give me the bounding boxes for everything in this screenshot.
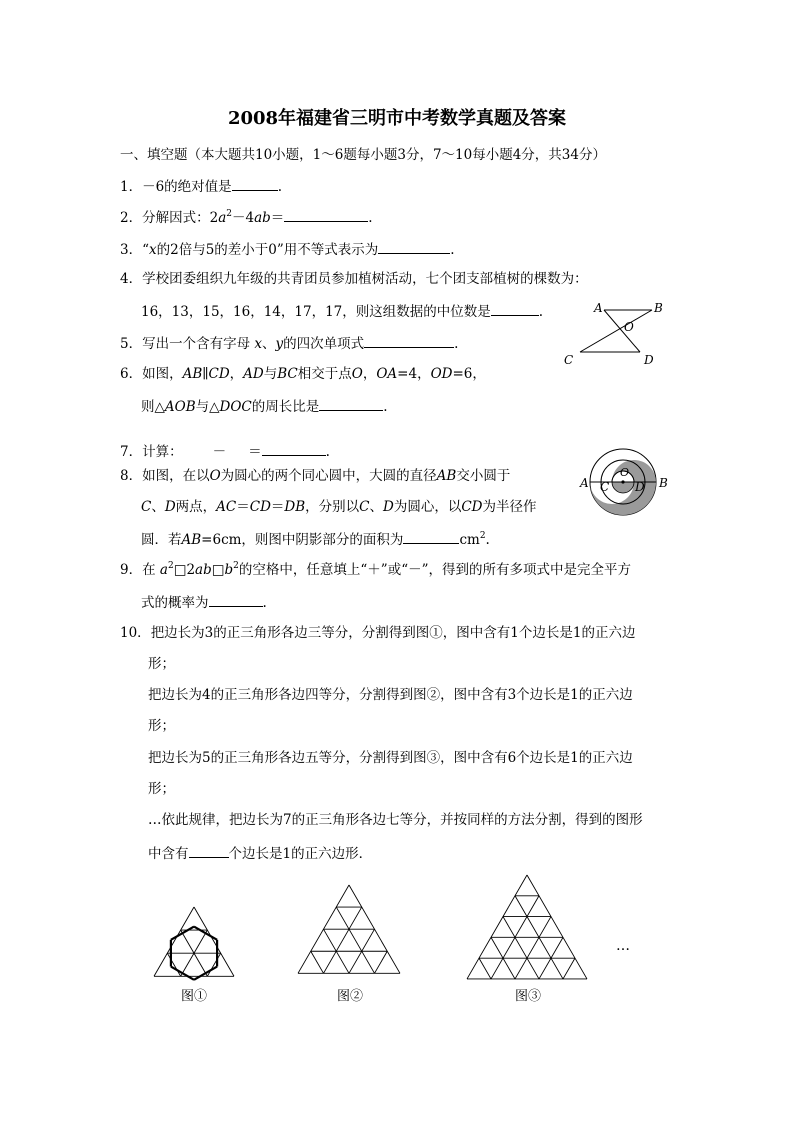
- figure-q8-concentric-circles: [578, 446, 674, 518]
- question-10: 10．把边长为3的正三角形各边三等分，分割得到图①，图中含有1个边长是1的正六边: [120, 625, 636, 641]
- question-7: 7．计算： － ＝ .: [120, 441, 330, 461]
- question-10-line3: 把边长为4的正三角形各边四等分，分割得到图②，图中含有3个边长是1的正六边: [148, 687, 633, 703]
- question-3: 3．“x的2倍与5的差小于0”用不等式表示为 .: [120, 239, 455, 259]
- triangle-grid-line: [194, 907, 234, 976]
- figure-triangle-3: [463, 873, 593, 985]
- ellipsis: …: [616, 938, 630, 954]
- question-8-line3: 圆．若AB=6cm，则图中阴影部分的面积为 $cm^2$.: [141, 531, 490, 548]
- triangle-grid-line: [336, 907, 374, 973]
- question-10-line6: 形；: [148, 781, 175, 797]
- section-header: 一、填空题（本大题共10小题，1～6题每小题3分，7～10每小题4分，共34分）: [120, 147, 606, 163]
- triangle-grid-line: [194, 967, 217, 980]
- question-9-line2: 式的概率为 .: [141, 592, 267, 612]
- question-6: 6．如图，AB∥CD，AD与BC相交于点O，OA=4，OD=6，: [120, 366, 486, 382]
- question-10-line2: 形；: [148, 656, 175, 672]
- triangle-grid-line: [503, 917, 539, 979]
- label-o: O: [620, 466, 630, 479]
- triangle-grid-line: [311, 951, 324, 973]
- triangle-grid-line: [207, 953, 220, 976]
- triangle-grid-line: [479, 958, 491, 979]
- triangle-grid-line: [375, 951, 388, 973]
- triangle-grid-line: [563, 958, 575, 979]
- figure-triangle-2: [294, 883, 406, 985]
- caption-figure-2: 图②: [337, 989, 364, 1004]
- question-2: 2．分解因式：$2a^2-4ab=$ .: [120, 209, 373, 226]
- triangle-grid-line: [154, 907, 194, 976]
- question-8: 8．如图，在以O为圆心的两个同心圆中，大圆的直径AB交小圆于: [120, 468, 511, 484]
- question-10-line7: …依此规律，把边长为7的正三角形各边七等分，并按同样的方法分割，得到的图形: [148, 812, 643, 828]
- page-title: 2008年福建省三明市中考数学真题及答案: [227, 108, 567, 129]
- triangle-grid-line: [324, 907, 362, 973]
- question-4: 4．学校团委组织九年级的共青团员参加植树活动，七个团支部植树的棵数为：: [120, 271, 588, 287]
- question-10-line5: 把边长为5的正三角形各边五等分，分割得到图③，图中含有6个边长是1的正六边: [148, 750, 633, 766]
- question-8-line2: C、D两点，AC＝CD＝DB，分别以C、D为圆心，以CD为半径作: [141, 499, 537, 515]
- triangle-grid-line: [167, 953, 180, 976]
- label-d: D: [635, 480, 645, 494]
- label-d: D: [644, 353, 654, 367]
- label-a: A: [594, 301, 603, 315]
- label-c: C: [564, 353, 574, 367]
- triangle-grid-line: [194, 927, 217, 940]
- question-10-line4: 形；: [148, 718, 175, 734]
- question-9: 9．在 $a^2□2ab□b^2$的空格中，任意填上“＋”或“－”，得到的所有多项式中是完全平方: [120, 561, 632, 578]
- label-a: A: [580, 476, 589, 490]
- triangle-grid-line: [515, 917, 551, 979]
- question-6-line2: 则△AOB与△DOC的周长比是 .: [141, 396, 388, 416]
- triangle-grid-line: [467, 875, 527, 979]
- triangle-grid-line: [171, 967, 194, 980]
- label-b: B: [659, 476, 668, 490]
- figure-q6-parallel-lines: [560, 298, 670, 370]
- question-4-line2: 16，13，15，16，14，17，17，则这组数据的中位数是 .: [141, 301, 543, 321]
- figure-triangle-1: [150, 905, 240, 985]
- triangle-grid-line: [527, 875, 587, 979]
- caption-figure-1: 图①: [181, 989, 208, 1004]
- label-b: B: [654, 301, 663, 315]
- triangle-grid-line: [171, 927, 194, 940]
- question-1: 1．－6的绝对值是 .: [120, 176, 282, 196]
- label-c: C: [600, 480, 610, 494]
- label-o: O: [624, 320, 634, 334]
- question-5: 5．写出一个含有字母 x、y的四次单项式 .: [120, 333, 458, 353]
- caption-figure-3: 图③: [515, 989, 542, 1004]
- question-10-line8: 中含有 个边长是1的正六边形．: [148, 843, 372, 863]
